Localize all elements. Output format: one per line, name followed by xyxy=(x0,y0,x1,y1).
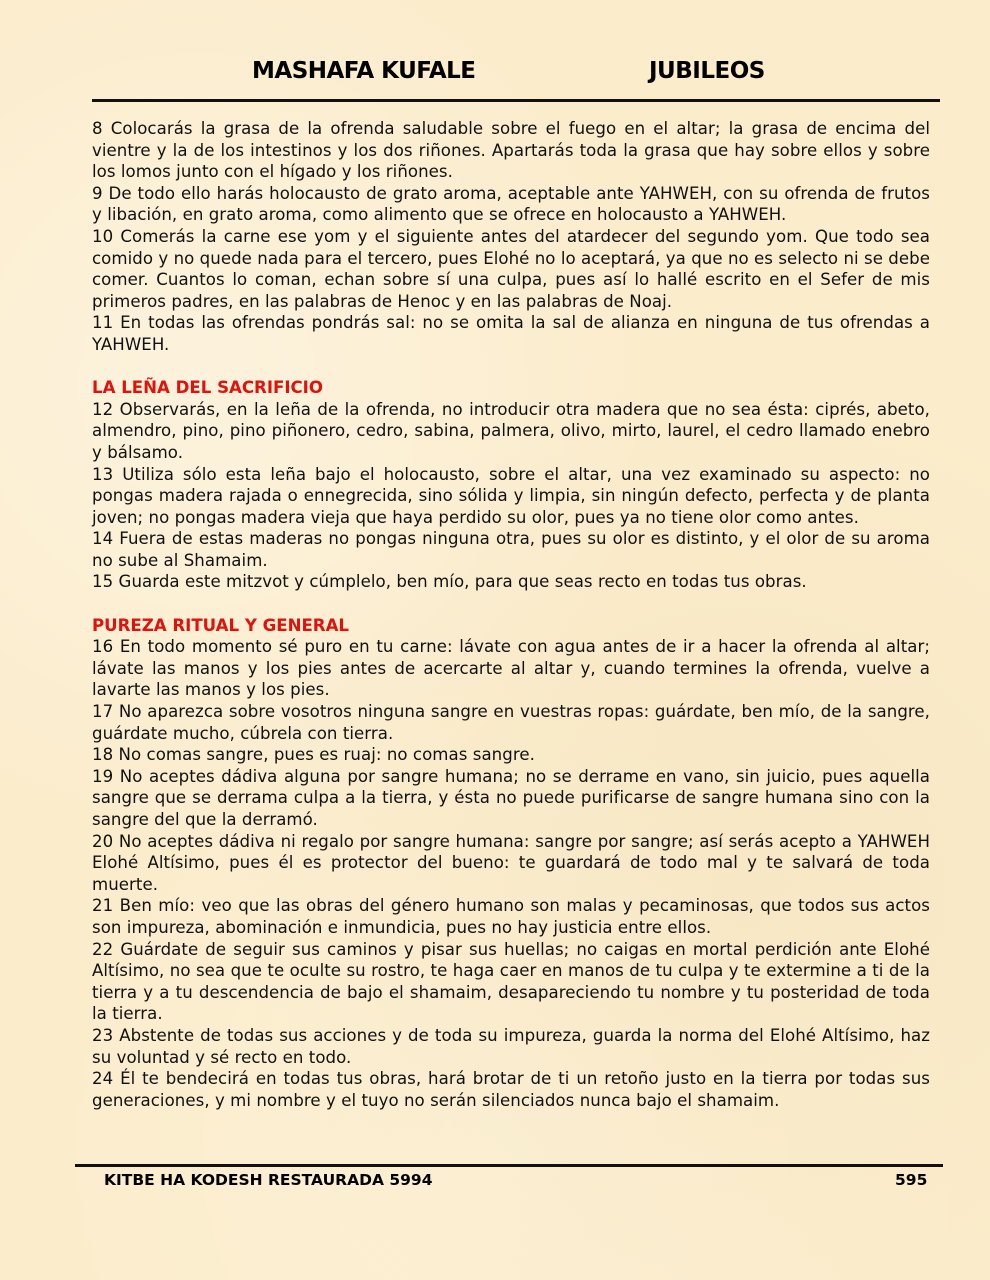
header-divider xyxy=(92,99,940,102)
page-number: 595 xyxy=(895,1171,928,1189)
verse-paragraph: 13 Utiliza sólo esta leña bajo el holocausto, sobre el altar, una vez examinado su aspecto: no pongas madera rajada o ennegrecida, sino sólida y limpia, sin ningún defecto, perfecta y de planta joven; no pongas madera vieja que haya perdido su olor, pues ya no tiene olor como antes. xyxy=(92,464,930,527)
section-heading-lena: LA LEÑA DEL SACRIFICIO xyxy=(92,378,323,398)
verse-paragraph: 23 Abstente de todas sus acciones y de toda su impureza, guarda la norma del Elohé Altísimo, haz su voluntad y sé recto en todo. xyxy=(92,1025,930,1067)
footer-book-name: KITBE HA KODESH RESTAURADA 5994 xyxy=(104,1171,433,1189)
verse-paragraph: 14 Fuera de estas maderas no pongas ninguna otra, pues su olor es distinto, y el olor de su aroma no sube al Shamaim. xyxy=(92,529,930,570)
verse-paragraph: 11 En todas las ofrendas pondrás sal: no se omita la sal de alianza en ninguna de tus ofrendas a YAHWEH. xyxy=(92,313,930,354)
verse-paragraph: 19 No aceptes dádiva alguna por sangre humana; no se derrame en vano, sin juicio, pues aquella sangre que se derrama culpa a la tierra, y ésta no puede purificarse de sangre humana sino con la sangre del que la derramó. xyxy=(92,766,930,829)
section-heading-pureza: PUREZA RITUAL Y GENERAL xyxy=(92,615,349,635)
verse-paragraph: 15 Guarda este mitzvot y cúmplelo, ben mío, para que seas recto en todas tus obras. xyxy=(92,572,807,592)
verse-paragraph: 24 Él te bendecirá en todas tus obras, hará brotar de ti un retoño justo en la tierra por todas sus generaciones, y mi nombre y el tuyo no serán silenciados nunca bajo el shamaim. xyxy=(92,1069,930,1110)
verse-paragraph: 21 Ben mío: veo que las obras del género humano son malas y pecaminosas, que todos sus actos son impureza, abominación e inmundicia, pues no hay justicia entre ellos. xyxy=(92,896,930,937)
book-title: MASHAFA KUFALE xyxy=(252,58,476,84)
verse-paragraph: 12 Observarás, en la leña de la ofrenda, no introducir otra madera que no sea ésta: ciprés, abeto, almendro, pino, pino piñonero, cedro, sabina, palmera, olivo, mirto, laurel, el cedro llamado enebro y bálsamo. xyxy=(92,399,930,462)
verse-paragraph: 8 Colocarás la grasa de la ofrenda saludable sobre el fuego en el altar; la grasa de encima del vientre y la de los intestinos y los dos riñones. Apartarás toda la grasa que hay sobre ellos y sobre los lomos junto con el hígado y los riñones. xyxy=(92,119,930,182)
page-header xyxy=(92,58,940,90)
footer-divider xyxy=(75,1164,943,1167)
verse-paragraph: 9 De todo ello harás holocausto de grato aroma, aceptable ante YAHWEH, con su ofrenda de frutos y libación, en grato aroma, como alimento que se ofrece en holocausto a YAHWEH. xyxy=(92,183,930,225)
verse-paragraph: 20 No aceptes dádiva ni regalo por sangre humana: sangre por sangre; así serás acepto a YAHWEH Elohé Altísimo, pues él es protector del bueno: te guardará de todo mal y te salvará de toda muerte. xyxy=(92,831,930,894)
verse-paragraph: 22 Guárdate de seguir sus caminos y pisar sus huellas; no caigas en mortal perdición ante Elohé Altísimo, no sea que te oculte su rostro, te haga caer en manos de tu culpa y te extermine a ti de la tierra y a tu descendencia de bajo el shamaim, desapareciendo tu nombre y tu posteridad de toda la tierra. xyxy=(92,939,930,1024)
page-body xyxy=(92,118,930,1111)
verse-paragraph: 10 Comerás la carne ese yom y el siguiente antes del atardecer del segundo yom. Que todo sea comido y no quede nada para el tercero, pues Elohé no lo aceptará, ya que no es selecto ni se debe comer. Cuantos lo coman, echan sobre sí una culpa, pues así lo hallé escrito en el Sefer de mis primeros padres, en las palabras de Henoc y en las palabras de Noaj. xyxy=(92,226,930,311)
verse-paragraph: 18 No comas sangre, pues es ruaj: no comas sangre. xyxy=(92,745,535,765)
verse-paragraph: 17 No aparezca sobre vosotros ninguna sangre en vuestras ropas: guárdate, ben mío, de la sangre, guárdate mucho, cúbrela con tierra. xyxy=(92,702,930,743)
section-title: JUBILEOS xyxy=(649,58,765,84)
verse-paragraph: 16 En todo momento sé puro en tu carne: lávate con agua antes de ir a hacer la ofrenda al altar; lávate las manos y los pies antes de acercarte al altar y, cuando termines la ofrenda, vuelve a lavarte las manos y los pies. xyxy=(92,637,930,700)
